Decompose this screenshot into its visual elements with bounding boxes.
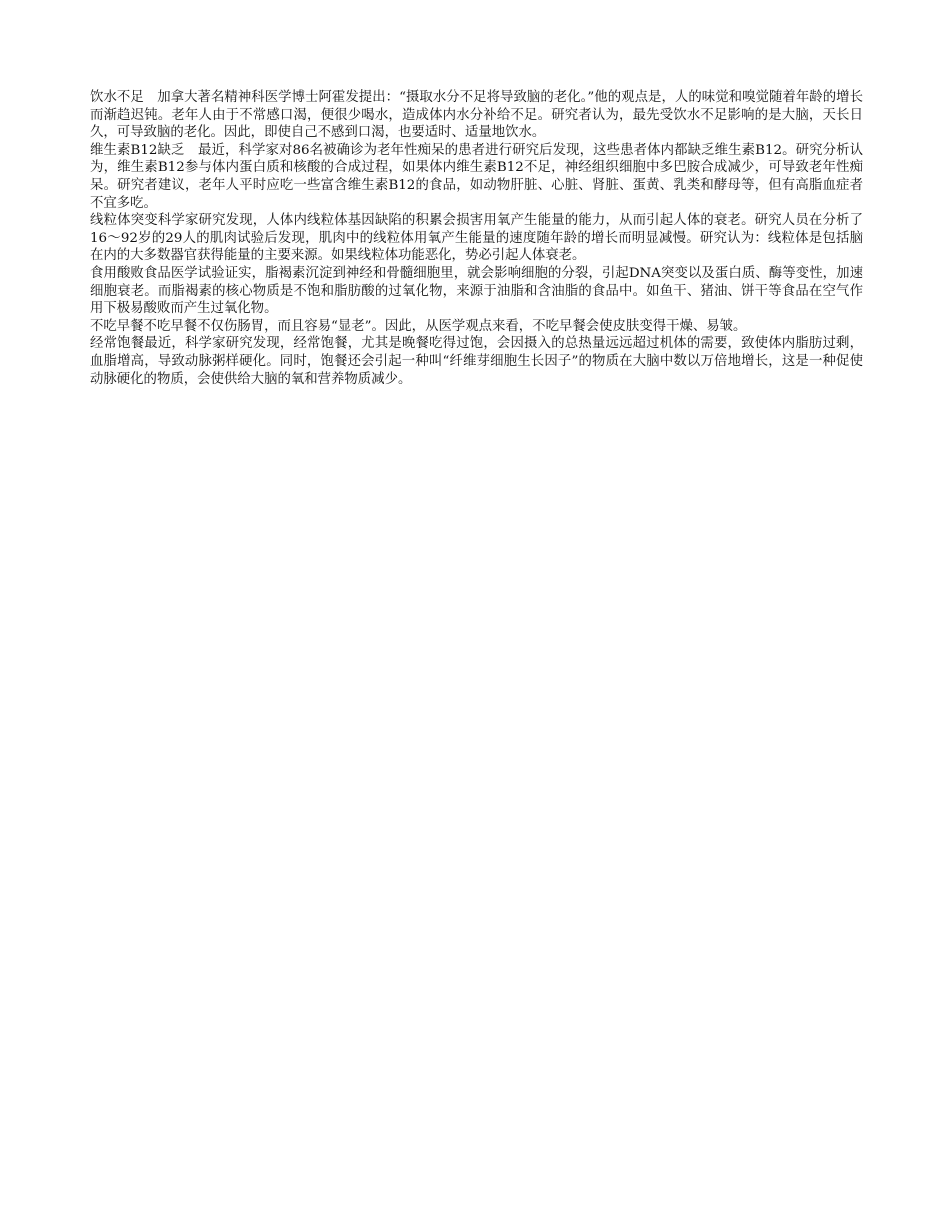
document-body (90, 89, 863, 388)
paragraph-skip-breakfast: 不吃早餐不吃早餐不仅伤肠胃，而且容易“显老”。因此，从医学观点来看，不吃早餐会使皮肤变得干燥、易皱。 (90, 318, 747, 334)
paragraph-overeating: 经常饱餐最近，科学家研究发现，经常饱餐，尤其是晚餐吃得过饱，会因摄入的总热量远远超过机体的需要，致使体内脂肪过剩，血脂增高，导致动脉粥样硬化。同时，饱餐还会引起一种叫“纤维芽细胞生长因子”的物质在大脑中数以万倍地增长，这是一种促使动脉硬化的物质，会使供给大脑的氧和营养物质减少。 (90, 336, 863, 387)
paragraph-rancid-food: 食用酸败食品医学试验证实，脂褐素沉淀到神经和骨髓细胞里，就会影响细胞的分裂，引起DNA突变以及蛋白质、酶等变性，加速细胞衰老。而脂褐素的核心物质是不饱和脂肪酸的过氧化物，来源于油脂和含油脂的食品中。如鱼干、猪油、饼干等食品在空气作用下极易酸败而产生过氧化物。 (90, 265, 863, 317)
paragraph-water-deficiency: 饮水不足 加拿大著名精神科医学博士阿霍发提出：“摄取水分不足将导致脑的老化。”他的观点是，人的味觉和嗅觉随着年龄的增长而渐趋迟钝。老年人由于不常感口渴，便很少喝水，造成体内水分补给不足。研究者认为，最先受饮水不足影响的是大脑，天长日久，可导致脑的老化。因此，即使自己不感到口渴，也要适时、适量地饮水。 (90, 90, 863, 141)
paragraph-mitochondria: 线粒体突变科学家研究发现，人体内线粒体基因缺陷的积累会损害用氧产生能量的能力，从而引起人体的衰老。研究人员在分析了16～92岁的29人的肌肉试验后发现，肌肉中的线粒体用氧产生能量的速度随年龄的增长而明显减慢。研究认为：线粒体是包括脑在内的大多数器官获得能量的主要来源。如果线粒体功能恶化，势必引起人体衰老。 (90, 213, 863, 264)
paragraph-vitamin-b12: 维生素B12缺乏 最近，科学家对86名被确诊为老年性痴呆的患者进行研究后发现，这些患者体内都缺乏维生素B12。研究分析认为，维生素B12参与体内蛋白质和核酸的合成过程，如果体内维生素B12不足，神经组织细胞中多巴胺合成减少，可导致老年性痴呆。研究者建议，老年人平时应吃一些富含维生素B12的食品，如动物肝脏、心脏、肾脏、蛋黄、乳类和酵母等，但有高脂血症者不宜多吃。 (90, 142, 863, 211)
